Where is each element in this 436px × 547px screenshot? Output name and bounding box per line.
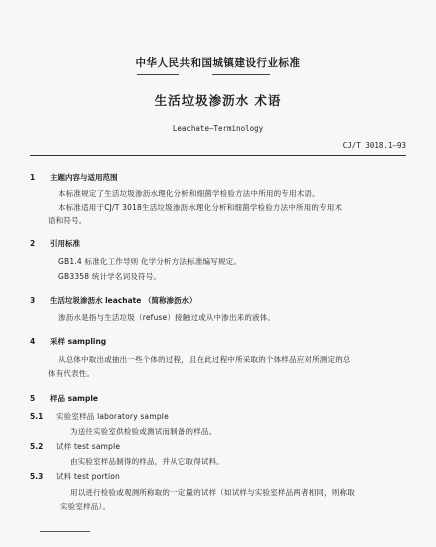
standard-title: 中华人民共和国城镇建设行业标准 — [135, 57, 301, 69]
subsection-number: 5.3 — [30, 472, 44, 481]
section-number: 2 — [30, 239, 36, 248]
title-underline-right — [212, 74, 270, 75]
section-number: 5 — [30, 394, 36, 403]
subsection-title: 试样 test sample — [56, 442, 121, 451]
english-title: Leachate—Terminology — [172, 124, 264, 133]
body-line: 本标准规定了生活垃圾渗沥水理化分析和细菌学检验方法中所用的专用术语。 — [58, 189, 320, 198]
section-title: 采样 sampling — [50, 337, 107, 346]
standard-code: CJ/T 3018.1—93 — [342, 141, 406, 150]
body-line: 渗沥水是指与生活垃圾（refuse）接触过或从中渗出来的液体。 — [58, 313, 276, 322]
subsection-number: 5.1 — [30, 412, 44, 421]
section-number: 3 — [30, 296, 36, 305]
body-line: 由实验室样品制得的样品，并从它取得试料。 — [70, 457, 224, 466]
body-line: 体有代表性。 — [48, 369, 95, 378]
body-line: 语和符号。 — [48, 216, 87, 225]
footer-rule — [40, 531, 90, 532]
section-title: 生活垃圾渗沥水 leachate （简称渗沥水） — [50, 296, 197, 305]
section-title: 样品 sample — [50, 394, 98, 403]
body-line: 从总体中取出或抽出一些个体的过程，且在此过程中所采取的个体样品应对所测定的总 — [58, 355, 351, 364]
body-line: 本标准适用于CJ/T 3018生活垃圾渗沥水理化分析和细菌学检验方法中所用的专用术 — [58, 203, 343, 212]
title-underline-left — [137, 74, 179, 75]
section-number: 1 — [30, 173, 36, 182]
body-line: GB1.4 标准化工作导则 化学分析方法标准编写规定。 — [58, 257, 242, 266]
header-rule — [30, 155, 406, 156]
subsection-number: 5.2 — [30, 442, 44, 451]
subsection-title: 试料 test portion — [56, 472, 120, 481]
section-title: 主题内容与适用范围 — [50, 173, 118, 182]
section-title: 引用标准 — [50, 239, 80, 248]
body-line: 实验室样品）。 — [60, 502, 111, 511]
document-title: 生活垃圾渗沥水 术语 — [154, 93, 282, 108]
body-line: 用以进行检验或观测所称取的一定量的试样（如试样与实验室样品两者相同，则称取 — [70, 488, 355, 497]
subsection-title: 实验室样品 laboratory sample — [56, 412, 169, 421]
body-line: 为送往实验室供检验或测试而制备的样品。 — [70, 427, 217, 436]
body-line: GB3358 统计学名词及符号。 — [58, 272, 162, 281]
section-number: 4 — [30, 337, 36, 346]
